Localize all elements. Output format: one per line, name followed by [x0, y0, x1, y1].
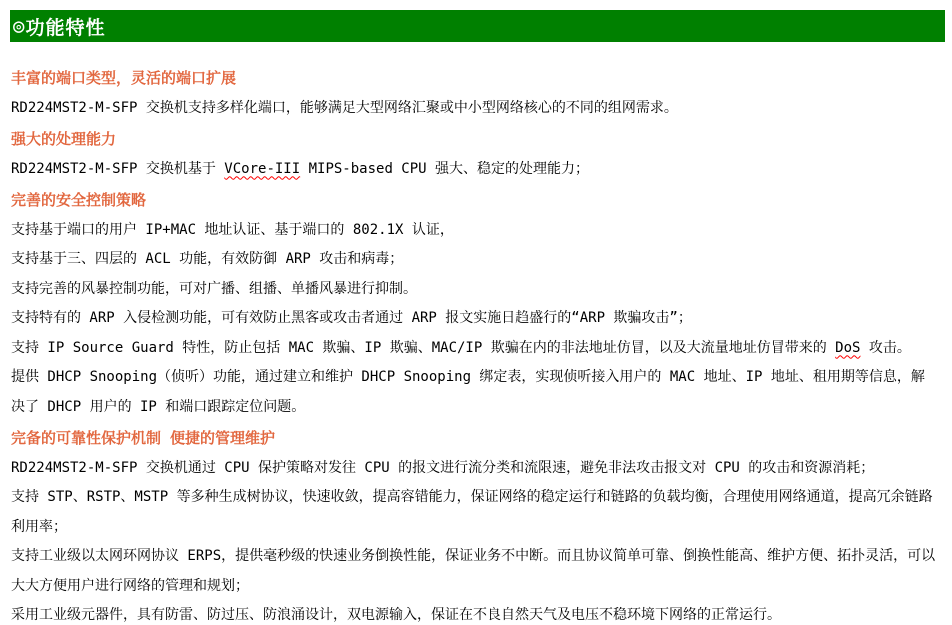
spellcheck-underline: VCore-III [224, 160, 301, 177]
paragraph: RD224MST2-M-SFP 交换机支持多样化端口，能够满足大型网络汇聚或中小型网络核心的不同的组网需求。 [11, 99, 678, 116]
paragraph: 支持 IP Source Guard 特性，防止包括 MAC 欺骗、IP 欺骗、MAC/IP 欺骗在内的非法地址仿冒，以及大流量地址仿冒带来的 DoS 攻击。 [11, 339, 911, 356]
content [0, 42, 952, 625]
paragraph: 采用工业级元器件，具有防雷、防过压、防浪涌设计，双电源输入，保证在不良自然天气及电压不稳环境下网络的正常运行。 [11, 607, 781, 623]
paragraph: 支持特有的 ARP 入侵检测功能，可有效防止黑客或攻击者通过 ARP 报文实施日趋盛行的“ARP 欺骗攻击”； [11, 310, 692, 326]
section-heading-1: 强大的处理能力 [11, 130, 117, 148]
spellcheck-underline: DoS [835, 339, 861, 356]
double-circle-bullet-icon: ◎ [13, 14, 25, 37]
section-heading-0: 丰富的端口类型，灵活的端口扩展 [11, 69, 237, 87]
paragraph: RD224MST2-M-SFP 交换机通过 CPU 保护策略对发往 CPU 的报文进行流分类和流限速，避免非法攻击报文对 CPU 的攻击和资源消耗； [11, 459, 875, 476]
section-heading-3: 完备的可靠性保护机制 便捷的管理维护 [11, 429, 276, 447]
section-title-bar [10, 10, 945, 42]
page [0, 10, 952, 625]
page-title: 功能特性 [25, 17, 106, 39]
paragraph: 支持工业级以太网环网协议 ERPS，提供毫秒级的快速业务倒换性能，保证业务不中断。而且协议简单可靠、倒换性能高、维护方便、拓扑灵活，可以大大方便用户进行网络的管理和规划； [11, 548, 936, 594]
section-heading-2: 完善的安全控制策略 [11, 191, 147, 209]
paragraph: 支持完善的风暴控制功能，可对广播、组播、单播风暴进行抑制。 [11, 280, 417, 297]
paragraph: 支持基于端口的用户 IP+MAC 地址认证、基于端口的 802.1X 认证， [11, 221, 454, 238]
paragraph: 支持基于三、四层的 ACL 功能，有效防御 ARP 攻击和病毒； [11, 251, 404, 267]
paragraph: RD224MST2-M-SFP 交换机基于 VCore-III MIPS-based CPU 强大、稳定的处理能力； [11, 160, 590, 177]
paragraph: 支持 STP、RSTP、MSTP 等多种生成树协议，快速收敛，提高容错能力，保证网络的稳定运行和链路的负载均衡，合理使用网络通道，提高冗余链路利用率； [11, 489, 933, 535]
paragraph: 提供 DHCP Snooping（侦听）功能，通过建立和维护 DHCP Snooping 绑定表，实现侦听接入用户的 MAC 地址、IP 地址、租用期等信息，解决了 DHCP 用户的 IP 和端口跟踪定位问题。 [11, 369, 925, 415]
